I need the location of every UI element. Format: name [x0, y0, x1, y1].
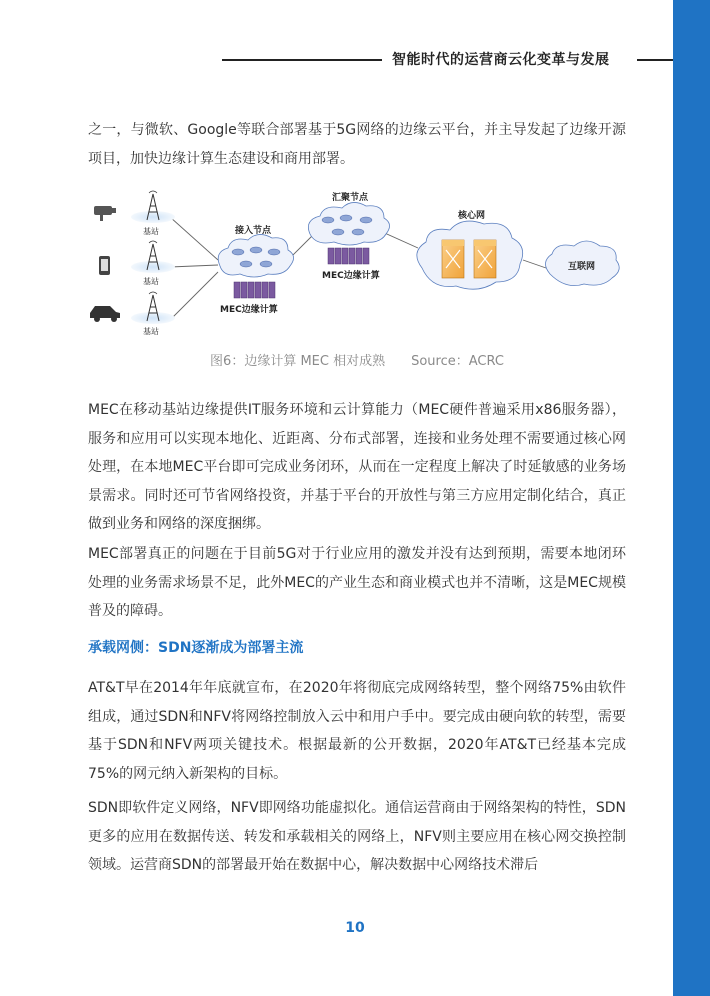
- paragraph-5: SDN即软件定义网络，NFV即网络功能虚拟化。通信运营商由于网络架构的特性，SDN更多的应用在数据传送、转发和承载相关的网络上，NFV则主要应用在核心网交换控制领域。运营商SDN的部署最开始在数据中心，解决数据中心网络技术滞后: [88, 800, 626, 873]
- mec-label-1: MEC边缘计算: [220, 305, 278, 315]
- header-rule-left: [222, 59, 382, 61]
- paragraph-2: MEC在移动基站边缘提供IT服务环境和云计算能力（MEC硬件普遍采用x86服务器），服务和应用可以实现本地化、近距离、分布式部署，连接和业务处理不需要通过核心网处理，在本地MEC平台即可完成业务闭环，从而在一定程度上解决了时延敏感的业务场景需求。同时还可节省网络投资，并基于平台的开放性与第三方应用定制化结合，真正做到业务和网络的深度捆绑。: [88, 402, 626, 532]
- base-station-label-3: 基站: [143, 327, 159, 336]
- cloud-icon: [417, 221, 523, 289]
- server-rack-icon: [328, 248, 369, 264]
- camera-icon: [94, 206, 116, 221]
- mec-label-2: MEC边缘计算: [322, 271, 380, 281]
- tower-icon: [131, 241, 175, 273]
- cloud-icon: [308, 202, 389, 245]
- page-number: 10: [345, 920, 365, 936]
- running-header-title: 智能时代的运营商云化变革与发展: [392, 52, 610, 68]
- figure-caption: [88, 350, 626, 369]
- access-node-label: 接入节点: [235, 226, 272, 236]
- tower-icon: [131, 292, 175, 324]
- cloud-icon: [218, 234, 293, 277]
- section-subheading: 承载网侧：SDN逐渐成为部署主流: [88, 640, 304, 656]
- paragraph-1: 之一，与微软、Google等联合部署基于5G网络的边缘云平台，并主导发起了边缘开源项目，加快边缘计算生态建设和商用部署。: [88, 122, 626, 167]
- core-switch-icon: [474, 240, 496, 278]
- paragraph-3: MEC部署真正的问题在于目前5G对于行业应用的激发并没有达到预期，需要本地闭环处理的业务需求场景不足，此外MEC的产业生态和商业模式也并不清晰，这是MEC规模普及的障碍。: [88, 546, 626, 619]
- base-station-label-2: 基站: [143, 277, 159, 286]
- paragraph-4: AT&T早在2014年年底就宣布，在2020年将彻底完成网络转型，整个网络75%由软件组成，通过SDN和NFV将网络控制放入云中和用户手中。要完成由硬向软的转型，需要基于SDN和NFV两项关键技术。根据最新的公开数据，2020年AT&T已经基本完成75%的网元纳入新架构的目标。: [88, 680, 626, 782]
- core-network-label: 核心网: [458, 211, 486, 221]
- base-station-label-1: 基站: [143, 227, 159, 236]
- aggregation-node-label: 汇聚节点: [332, 193, 369, 203]
- core-switch-icon: [442, 240, 464, 278]
- internet-label: 互联网: [568, 262, 596, 272]
- mec-network-diagram: [88, 190, 628, 342]
- figure-caption-source: Source：ACRC: [411, 354, 504, 369]
- car-icon: [90, 306, 120, 322]
- tower-icon: [131, 191, 175, 223]
- header-rule-right: [637, 59, 673, 61]
- phone-icon: [99, 256, 110, 275]
- side-accent-bar: [673, 0, 710, 996]
- server-rack-icon: [234, 282, 275, 298]
- figure-caption-title: 图6：边缘计算 MEC 相对成熟: [210, 354, 386, 369]
